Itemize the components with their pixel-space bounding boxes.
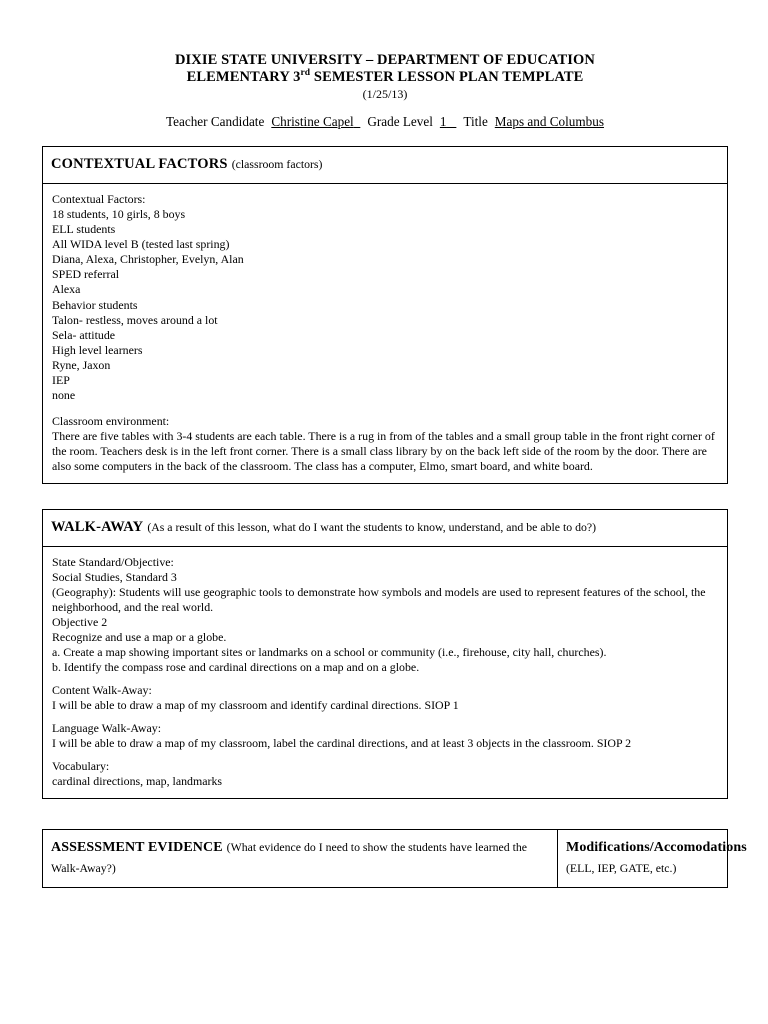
walk-away-section	[42, 509, 728, 799]
header-line-date: (1/25/13)	[362, 87, 408, 102]
contextual-line: ELL students	[52, 222, 116, 237]
state-standard-line: (Geography): Students will use geographic tools to demonstrate how symbols and models are used to represent features of the school, the neighborhood, and the real world.	[52, 584, 706, 614]
state-standard-heading: State Standard/Objective:	[52, 554, 174, 569]
state-standard-line: a. Create a map showing important sites or landmarks on a school or community (i.e., firehouse, city hall, churches).	[52, 645, 607, 660]
contextual-line: High level learners	[52, 342, 143, 357]
classroom-environment-text: There are five tables with 3-4 students are each table. There is a rug in from of the tables and a small group table in the front right corner of the room. Teachers desk is in the left front corner. There is a small class library by on the back left side of the room by the door. There are also some computers in the back of the classroom. The class has a computer, Elmo, smart board, and white board.	[52, 428, 715, 473]
contextual-line: none	[52, 387, 76, 402]
contextual-line: All WIDA level B (tested last spring)	[52, 237, 230, 252]
contextual-line: Diana, Alexa, Christopher, Evelyn, Alan	[52, 252, 244, 267]
contextual-line: Talon- restless, moves around a lot	[52, 312, 218, 327]
contextual-line: 18 students, 10 girls, 8 boys	[52, 207, 186, 222]
state-standard-line: Social Studies, Standard 3	[52, 569, 177, 584]
walk-away-title: WALK-AWAY	[51, 519, 144, 536]
assessment-evidence-subtitle: (What evidence do I need to show the students have learned the Walk-Away?)	[51, 840, 528, 875]
vocabulary-text: cardinal directions, map, landmarks	[52, 774, 223, 789]
contextual-factors-header	[43, 147, 727, 184]
state-standard-line: Objective 2	[52, 615, 108, 629]
contextual-factors-body	[43, 184, 727, 483]
header-line-template	[42, 69, 728, 86]
title-value: Maps and Columbus	[494, 114, 604, 130]
content-walk-away-text: I will be able to draw a map of my classroom and identify cardinal directions. SIOP 1	[52, 698, 459, 713]
contextual-line: Alexa	[52, 282, 81, 297]
contextual-line: IEP	[52, 372, 70, 387]
walk-away-subtitle: (As a result of this lesson, what do I want the students to know, understand, and be able to do?)	[147, 520, 597, 535]
state-standard-line: b. Identify the compass rose and cardinal directions on a map and on a globe.	[52, 660, 420, 675]
modifications-cell	[558, 830, 755, 887]
contextual-line: Ryne, Jaxon	[52, 357, 111, 372]
contextual-factors-subtitle: (classroom factors)	[231, 157, 323, 172]
title-label: Title	[463, 114, 488, 130]
walk-away-header	[43, 510, 727, 547]
contextual-line: Contextual Factors:	[52, 192, 146, 207]
modifications-subtitle: (ELL, IEP, GATE, etc.)	[566, 860, 677, 875]
assessment-evidence-title: ASSESSMENT EVIDENCE	[51, 840, 223, 856]
state-standard-line: Recognize and use a map or a globe.	[52, 630, 227, 645]
contextual-factors-section	[42, 146, 728, 484]
header-template-post: SEMESTER LESSON PLAN TEMPLATE	[310, 69, 584, 86]
header-template-pre: ELEMENTARY 3	[186, 69, 301, 86]
content-walk-away-heading: Content Walk-Away:	[52, 683, 152, 698]
vocabulary-heading: Vocabulary:	[52, 759, 110, 774]
language-walk-away-text: I will be able to draw a map of my classroom, label the cardinal directions, and at least 3 objects in the classroom. SIOP 2	[52, 736, 632, 751]
language-walk-away-heading: Language Walk-Away:	[52, 721, 161, 736]
assessment-evidence-cell	[43, 830, 558, 887]
contextual-line: Sela- attitude	[52, 327, 116, 342]
contextual-factors-title: CONTEXTUAL FACTORS	[51, 156, 228, 173]
grade-level-value: 1	[439, 114, 447, 130]
contextual-line: Behavior students	[52, 297, 138, 312]
grade-level-label: Grade Level	[367, 114, 433, 130]
modifications-title: Modifications/Accomodations	[566, 840, 747, 856]
assessment-evidence-section	[42, 829, 747, 888]
document-header	[42, 52, 728, 101]
walk-away-body	[43, 547, 727, 799]
contextual-line: SPED referral	[52, 267, 120, 282]
header-template-ordinal: rd	[300, 68, 311, 79]
teacher-info-line	[42, 114, 728, 130]
classroom-environment-heading: Classroom environment:	[52, 413, 170, 428]
header-line-university: DIXIE STATE UNIVERSITY – DEPARTMENT OF EDUCATION	[174, 52, 596, 68]
teacher-candidate-label: Teacher Candidate	[166, 114, 265, 130]
teacher-candidate-value: Christine Capel	[271, 114, 354, 130]
